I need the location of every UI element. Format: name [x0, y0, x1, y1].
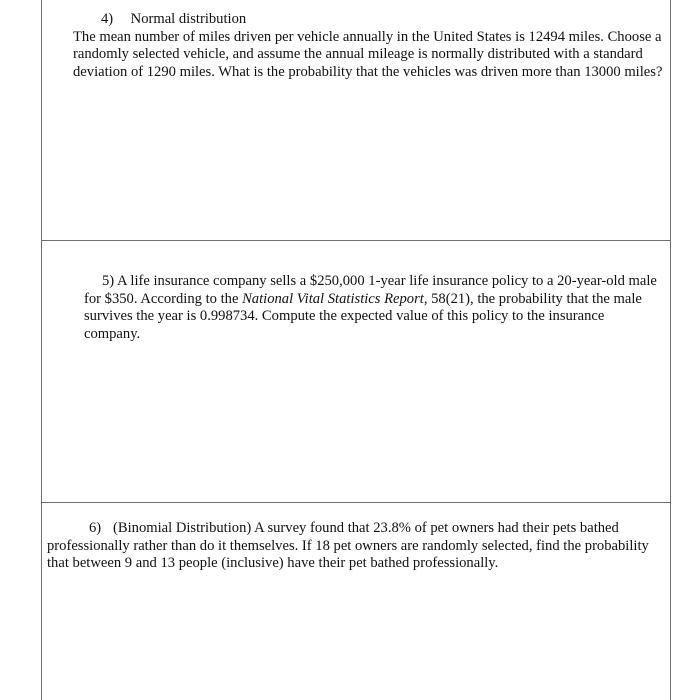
table-right-border [670, 0, 671, 700]
question-6-text: (Binomial Distribution) A survey found that 23.8% of pet owners had their pets bathed professionally rather than do it themselves. If 18 pet owners are randomly selected, find the probability that between 9 and 13 people (inclusive) have their pet bathed professionally. [47, 520, 649, 572]
row-divider-1 [41, 240, 671, 241]
question-4-title: Normal distribution [130, 11, 247, 27]
table-left-border [41, 0, 42, 700]
question-4-heading [73, 11, 663, 29]
question-5-report-title: National Vital Statistics Report [242, 290, 424, 307]
question-5 [84, 273, 664, 343]
question-5-text-after: , 58(21), the probability that the male survives the year is 0.998734. Compute the expected value of this policy to the insurance company. [84, 290, 642, 342]
question-5-text-before: A life insurance company sells a $250,000 1-year life insurance policy to a 20-year-old male for $350. According to the [84, 273, 657, 307]
question-6 [47, 520, 662, 573]
question-4-number: 4) [101, 11, 114, 27]
question-5-number: 5) [102, 273, 115, 289]
question-4-text: The mean number of miles driven per vehicle annually in the United States is 12494 miles. Choose a randomly selected vehicle, and assume the annual mileage is normally distributed with a standard deviation of 1290 miles. What is the probability that the vehicles was driven more than 13000 miles? [73, 28, 663, 80]
row-divider-2 [41, 502, 671, 503]
question-6-number: 6) [89, 520, 102, 536]
question-4 [73, 11, 663, 81]
